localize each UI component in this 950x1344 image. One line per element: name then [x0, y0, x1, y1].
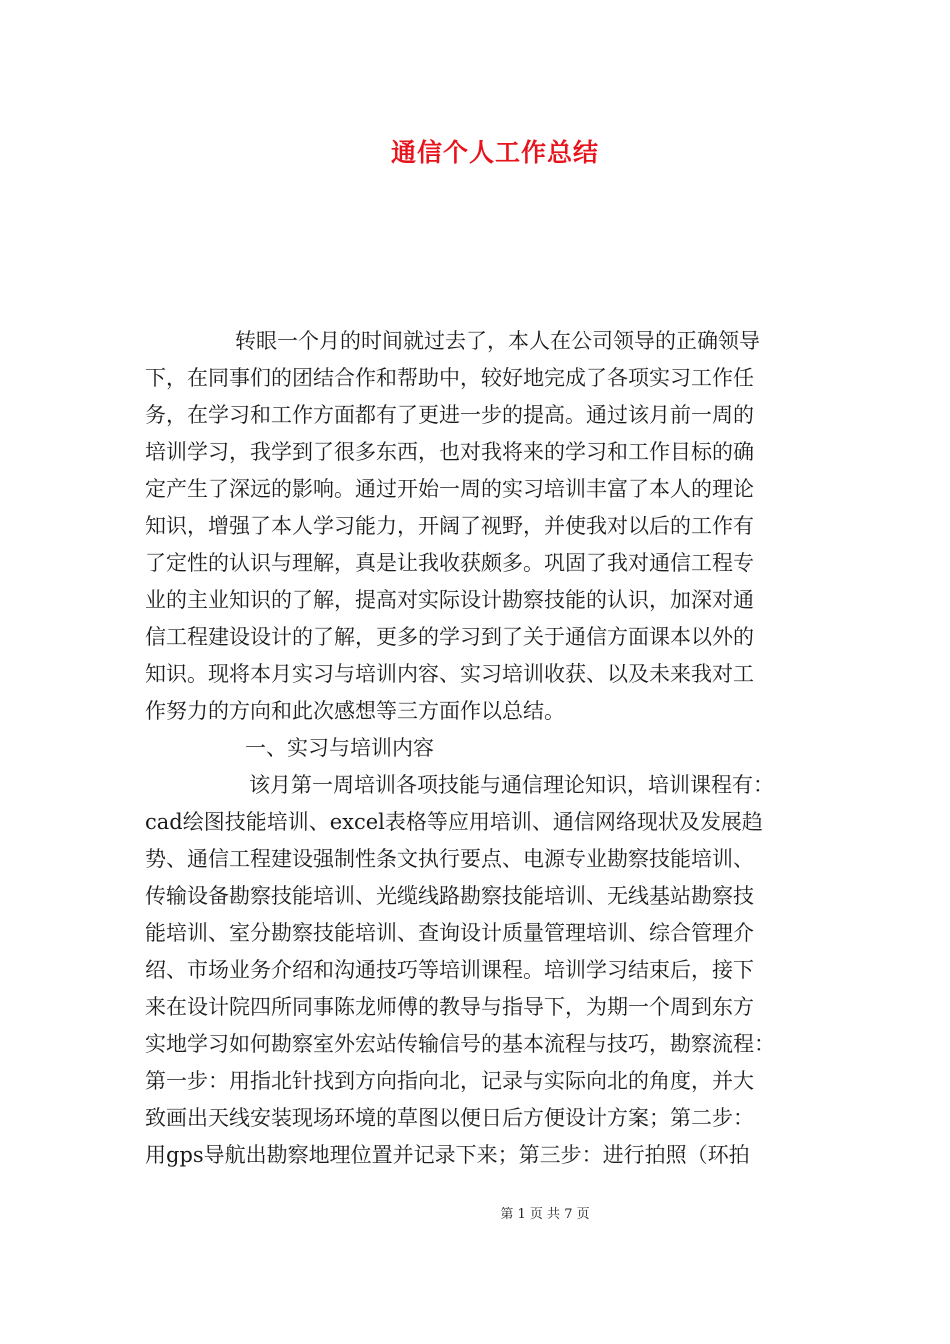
text-line: 转眼一个月的时间就过去了，本人在公司领导的正确领导: [235, 329, 760, 353]
text-line: 来在设计院四所同事陈龙师傅的教导与指导下，为期一个周到东方: [145, 995, 754, 1019]
text-line: 信工程建设设计的了解，更多的学习到了关于通信方面课本以外的: [145, 625, 754, 649]
paragraph-intro: [145, 323, 817, 730]
text-line: 下，在同事们的团结合作和帮助中，较好地完成了各项实习工作任: [145, 366, 754, 390]
text-line: 绍、市场业务介绍和沟通技巧等培训课程。培训学习结束后，接下: [145, 958, 754, 982]
text-line: 定产生了深远的影响。通过开始一周的实习培训丰富了本人的理论: [145, 477, 754, 501]
text-line: 知识。现将本月实习与培训内容、实习培训收获、以及未来我对工: [145, 662, 754, 686]
text-line: 传输设备勘察技能培训、光缆线路勘察技能培训、无线基站勘察技: [145, 884, 754, 908]
text-line: 致画出天线安装现场环境的草图以便日后方便设计方案；第二步：: [145, 1106, 754, 1130]
text-line: cad绘图技能培训、excel表格等应用培训、通信网络现状及发展趋: [145, 810, 763, 834]
paragraph-training: [145, 767, 817, 1174]
text-line: 该月第一周培训各项技能与通信理论知识，培训课程有：: [249, 773, 774, 797]
text-line: 用gps导航出勘察地理位置并记录下来；第三步：进行拍照（环拍: [145, 1143, 750, 1167]
page-number-footer: 第 1 页 共 7 页: [500, 1207, 590, 1222]
section-heading: [145, 730, 817, 767]
text-line: 作努力的方向和此次感想等三方面作以总结。: [145, 699, 565, 723]
text-line: 势、通信工程建设强制性条文执行要点、电源专业勘察技能培训、: [145, 847, 754, 871]
heading-line: 一、实习与培训内容: [245, 736, 434, 760]
text-line: 务，在学习和工作方面都有了更进一步的提高。通过该月前一周的: [145, 403, 754, 427]
text-line: 实地学习如何勘察室外宏站传输信号的基本流程与技巧，勘察流程：: [145, 1032, 775, 1056]
text-line: 培训学习，我学到了很多东西，也对我将来的学习和工作目标的确: [145, 440, 754, 464]
text-line: 第一步：用指北针找到方向指向北，记录与实际向北的角度，并大: [145, 1069, 754, 1093]
text-line: 了定性的认识与理解，真是让我收获颇多。巩固了我对通信工程专: [145, 551, 754, 575]
page-title: 通信个人工作总结: [390, 138, 599, 167]
text-line: 能培训、室分勘察技能培训、查询设计质量管理培训、综合管理介: [145, 921, 754, 945]
text-line: 知识，增强了本人学习能力，开阔了视野，并使我对以后的工作有: [145, 514, 754, 538]
text-line: 业的主业知识的了解，提高对实际设计勘察技能的认识，加深对通: [145, 588, 754, 612]
